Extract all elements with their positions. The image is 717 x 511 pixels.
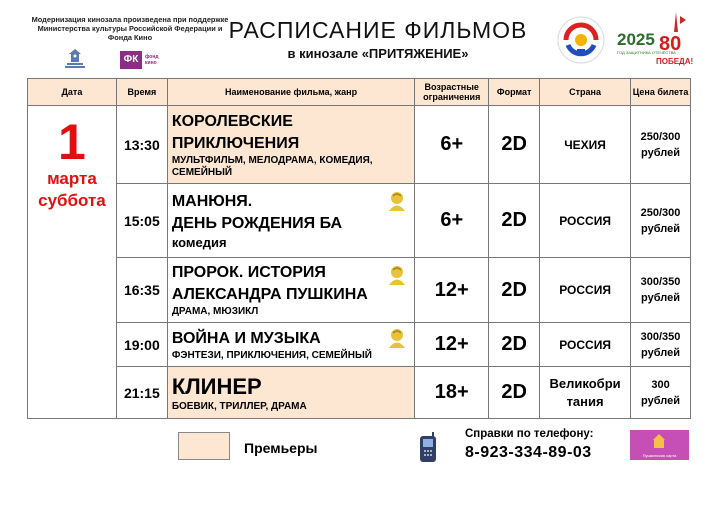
date-day: 1 (58, 114, 86, 170)
film-title: КЛИНЕР (171, 373, 262, 399)
age-cell: 12+ (415, 258, 489, 323)
column-header-film: Наименование фильма, жанр (167, 79, 414, 106)
price-unit: рублей (641, 346, 680, 359)
price-value: 300/350 (640, 276, 681, 288)
time-cell: 19:00 (116, 323, 167, 367)
film-title: ПРИКЛЮЧЕНИЯ (171, 134, 300, 152)
price-value: 250/300 (640, 206, 681, 219)
age-cell: 12+ (415, 323, 489, 367)
film-title: ВОЙНА И МУЗЫКА (171, 329, 321, 347)
column-header-date: Дата (28, 79, 117, 106)
year-80-text: 80 (659, 33, 682, 55)
column-header-format: Формат (489, 79, 540, 106)
price-unit: рублей (641, 394, 680, 407)
price-cell (631, 367, 691, 419)
table-row (28, 367, 691, 419)
country-cell: РОССИЯ (540, 258, 631, 323)
price-unit: рублей (641, 222, 680, 235)
fk-logo-text: фонд кино (145, 54, 159, 66)
film-title: АЛЕКСАНДРА ПУШКИНА (171, 286, 368, 303)
time-cell: 13:30 (116, 106, 167, 184)
price-unit: рублей (641, 146, 680, 159)
price-cell (631, 258, 691, 323)
format-cell: 2D (489, 367, 540, 419)
country-cell: РОССИЯ (540, 323, 631, 367)
film-cell (167, 184, 414, 258)
film-cell (167, 323, 414, 367)
film-genre: МУЛЬТФИЛЬМ, МЕЛОДРАМА, КОМЕДИЯ, СЕМЕЙНЫЙ (171, 154, 373, 178)
year-2025-subtext: ГОД ЗАЩИТНИКА ОТЕЧЕСТВА (617, 50, 676, 55)
price-unit: рублей (641, 292, 680, 304)
column-header-country: Страна (540, 79, 631, 106)
price-cell (631, 184, 691, 258)
format-cell: 2D (489, 106, 540, 184)
pushkin-card-logo (630, 430, 689, 460)
film-genre: ФЭНТЕЗИ, ПРИКЛЮЧЕНИЯ, СЕМЕЙНЫЙ (171, 349, 372, 361)
table-header-row (28, 79, 691, 106)
film-cell (167, 367, 414, 419)
film-title: МАНЮНЯ. (171, 192, 253, 210)
price-cell (631, 323, 691, 367)
price-value: 250/300 (640, 130, 681, 143)
year-2025-logo (614, 10, 694, 70)
time-cell: 16:35 (116, 258, 167, 323)
column-header-price: Цена билета (631, 79, 691, 106)
pushkin-card-emblem-icon (630, 430, 689, 452)
support-text: Модернизация кинозала произведена при поддержке Министерства культуры Российской Федерации и Фонда Кино (31, 15, 229, 42)
table-row (28, 106, 691, 184)
film-title: ПРОРОК. ИСТОРИЯ (171, 264, 326, 281)
fk-logo (120, 51, 168, 69)
page-title: РАСПИСАНИЕ ФИЛЬМОВ (228, 17, 528, 43)
country-cell: РОССИЯ (540, 184, 631, 258)
film-genre: комедия (171, 234, 227, 250)
time-cell: 15:05 (116, 184, 167, 258)
premiere-legend-label: Премьеры (244, 440, 318, 456)
table-row (28, 184, 691, 258)
year-pobeda-text: ПОБЕДА! (656, 57, 694, 66)
fk-logo-mark: ФК (120, 51, 142, 69)
year-2025-text: 2025 (617, 30, 655, 49)
film-cell (167, 258, 414, 323)
age-cell: 18+ (415, 367, 489, 419)
film-title: КОРОЛЕВСКИЕ (171, 112, 293, 130)
film-genre: ДРАМА, МЮЗИКЛ (171, 306, 259, 317)
page-subtitle: в кинозале «ПРИТЯЖЕНИЕ» (287, 46, 469, 61)
cinema-circle-logo (556, 15, 606, 65)
date-month: марта (47, 169, 97, 188)
mobile-phone-icon (417, 432, 439, 464)
film-genre: БОЕВИК, ТРИЛЛЕР, ДРАМА (171, 400, 307, 412)
price-cell (631, 106, 691, 184)
country-cell (540, 367, 631, 419)
premiere-legend-swatch (178, 432, 230, 460)
table-row (28, 258, 691, 323)
country-cell: ЧЕХИЯ (540, 106, 631, 184)
pushkin-card-text: Пушкинская карта (642, 453, 677, 458)
column-header-age: Возрастные ограничения (415, 79, 489, 106)
table-row (28, 323, 691, 367)
format-cell: 2D (489, 323, 540, 367)
age-cell: 6+ (415, 106, 489, 184)
date-weekday: суббота (38, 191, 106, 210)
pushkin-card-icon (386, 190, 408, 212)
country-value: Великобри (549, 375, 621, 391)
format-cell: 2D (489, 258, 540, 323)
format-cell: 2D (489, 184, 540, 258)
price-value: 300 (651, 378, 670, 391)
country-value: тания (566, 393, 604, 409)
age-cell: 6+ (415, 184, 489, 258)
film-title: ДЕНЬ РОЖДЕНИЯ БА (171, 214, 343, 232)
pushkin-card-icon (386, 264, 408, 286)
schedule-table (27, 78, 691, 419)
date-cell (28, 106, 117, 419)
phone-label: Справки по телефону: (465, 428, 594, 440)
film-cell (167, 106, 414, 184)
ministry-emblem-icon (62, 48, 88, 70)
time-cell: 21:15 (116, 367, 167, 419)
column-header-time: Время (116, 79, 167, 106)
price-value: 300/350 (640, 330, 681, 343)
pushkin-card-icon (386, 327, 408, 349)
phone-number: 8-923-334-89-03 (465, 444, 592, 461)
